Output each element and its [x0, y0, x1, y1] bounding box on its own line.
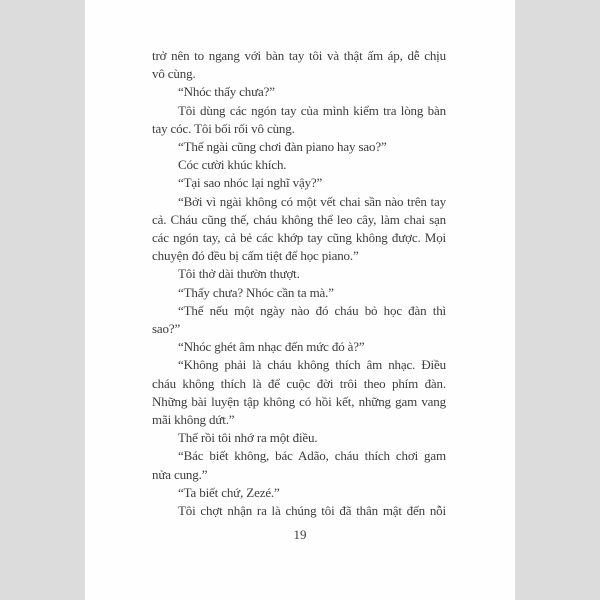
page-number: 19: [293, 527, 307, 542]
book-page: [85, 0, 515, 600]
text-line: “Không phải là cháu không thích âm nhạc. Điều: [178, 357, 446, 373]
text-line: Thế rồi tôi nhớ ra một điều.: [178, 430, 318, 446]
text-line: cháu không thích là để cuộc đời trôi theo phím đàn.: [152, 375, 446, 391]
text-line: Tôi chợt nhận ra là chúng tôi đã thân mật đến nỗi: [178, 503, 446, 519]
text-line: trở nên to ngang với bàn tay tôi và thật ấm áp, dễ chịu: [152, 48, 446, 63]
text-line: “Nhóc ghét âm nhạc đến mức đó à?”: [178, 339, 365, 355]
text-line: Tôi dùng các ngón tay của mình kiểm tra lòng bàn: [178, 102, 446, 118]
text-line: “Thấy chưa? Nhóc cần ta mà.”: [178, 284, 334, 300]
text-line: Cóc cười khúc khích.: [178, 157, 287, 173]
text-line: “Nhóc thấy chưa?”: [178, 84, 275, 100]
text-line: Tôi thở dài thườn thượt.: [178, 266, 300, 282]
text-line: cả. Cháu cũng thế, cháu không thể leo cây, làm chai sạn: [152, 211, 446, 227]
text-line: sao?”: [152, 321, 181, 337]
text-line: vô cùng.: [152, 66, 196, 82]
text-line: “Bởi vì ngài không có một vết chai sần nào trên tay: [178, 193, 446, 209]
text-line: Những bài luyện tập không có hồi kết, những gam vang: [152, 393, 446, 409]
text-line: chuyện đó đều bị cấm tiệt để học piano.”: [152, 248, 359, 264]
text-line: mãi không dứt.”: [152, 412, 235, 428]
text-line: “Thế ngài cũng chơi đàn piano hay sao?”: [178, 139, 387, 155]
text-line: nửa cung.”: [152, 466, 208, 482]
text-line: “Bác biết không, bác Adão, cháu thích chơi gam: [178, 448, 446, 464]
text-block: [152, 47, 446, 520]
text-line: các ngón tay, cả bẻ các khớp tay cũng không được. Mọi: [152, 230, 446, 246]
text-line: tay cóc. Tôi bối rối vô cùng.: [152, 120, 295, 136]
text-line: “Ta biết chứ, Zezé.”: [178, 484, 280, 500]
text-line: “Thế nếu một ngày nào đó cháu bỏ học đàn thì: [178, 302, 446, 318]
text-line: “Tại sao nhóc lại nghĩ vậy?”: [178, 175, 323, 191]
